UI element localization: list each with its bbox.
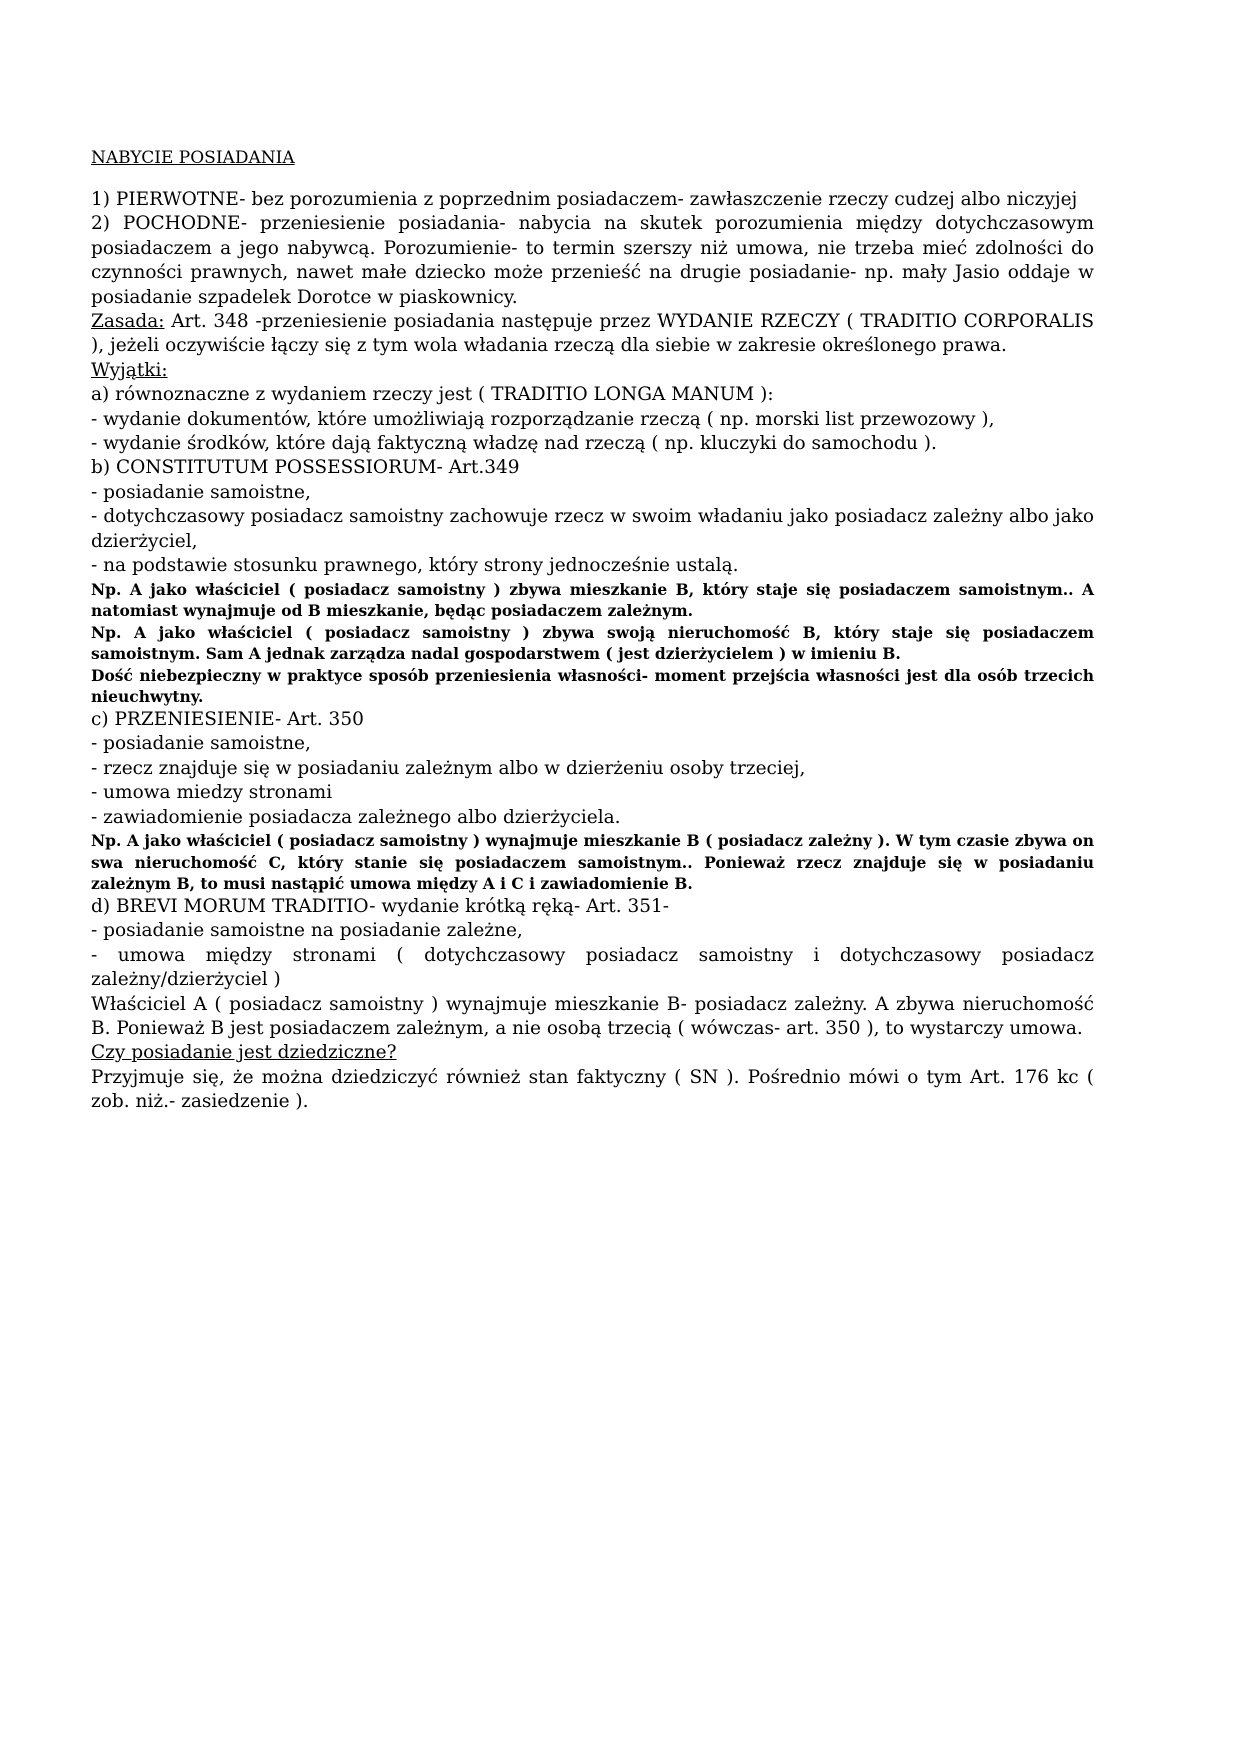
example-b-1: Np. A jako właściciel ( posiadacz samoistny ) zbywa mieszkanie B, który staje się posiadaczem samoistnym.. A natomiast wynajmuje od B mieszkanie, będąc posiadaczem zależnym.: [91, 579, 1094, 621]
dziedziczne-heading: Czy posiadanie jest dziedziczne?: [91, 1042, 397, 1064]
item-a: a) równoznaczne z wydaniem rzeczy jest ( TRADITIO LONGA MANUM ):: [91, 384, 774, 406]
document-page: [91, 146, 1094, 1115]
item-c-bullet-3: - umowa miedzy stronami: [91, 782, 333, 804]
item-d-bullet-1: - posiadanie samoistne na posiadanie zależne,: [91, 920, 523, 942]
item-b-bullet-3: - na podstawie stosunku prawnego, który strony jednocześnie ustalą.: [91, 555, 739, 577]
paragraph-zasada: [91, 310, 1094, 359]
item-c-bullet-1: - posiadanie samoistne,: [91, 733, 311, 755]
item-d-bullet-2: - umowa między stronami ( dotychczasowy posiadacz samoistny i dotychczasowy posiadacz zależny/dzierżyciel ): [91, 944, 1094, 991]
item-b: b) CONSTITUTUM POSSESSIORUM- Art.349: [91, 457, 520, 479]
wyjatki-heading: Wyjątki:: [91, 359, 168, 381]
paragraph-pierwotne: 1) PIERWOTNE- bez porozumienia z poprzednim posiadaczem- zawłaszczenie rzeczy cudzej albo niczyjej: [91, 189, 1078, 210]
zasada-text: Art. 348 -przeniesienie posiadania następuje przez WYDANIE RZECZY ( TRADITIO CORPORALIS ), jeżeli oczywiście łączy się z tym wola władania rzeczą dla siebie w zakresie określonego prawa.: [91, 311, 1094, 357]
example-b-2: Np. A jako właściciel ( posiadacz samoistny ) zbywa swoją nieruchomość B, który staje się posiadaczem samoistnym. Sam A jednak zarządza nadal gospodarstwem ( jest dzierżycielem ) w imieniu B.: [91, 622, 1094, 664]
item-c-bullet-4: - zawiadomienie posiadacza zależnego albo dzierżyciela.: [91, 806, 621, 828]
example-c: Np. A jako właściciel ( posiadacz samoistny ) wynajmuje mieszkanie B ( posiadacz zależny ). W tym czasie zbywa on swa nieruchomość C, który stanie się posiadaczem samoistnym.. Ponieważ rzecz znajduje się w posiadaniu zależnym B, to musi nastąpić umowa między A i C i zawiadomienie B.: [91, 831, 1094, 894]
dziedziczne-text: Przyjmuje się, że można dziedziczyć również stan faktyczny ( SN ). Pośrednio mówi o tym Art. 176 kc ( zob. niż.- zasiedzenie ).: [91, 1066, 1094, 1113]
item-b-bullet-1: - posiadanie samoistne,: [91, 481, 311, 503]
zasada-label: Zasada:: [91, 311, 165, 333]
item-c-bullet-2: - rzecz znajduje się w posiadaniu zależnym albo w dzierżeniu osoby trzeciej,: [91, 757, 806, 779]
item-d: d) BREVI MORUM TRADITIO- wydanie krótką ręką- Art. 351-: [91, 895, 670, 917]
item-c: c) PRZENIESIENIE- Art. 350: [91, 709, 364, 731]
note-b: Dość niebezpieczny w praktyce sposób przeniesienia własności- moment przejścia własności jest dla osób trzecich nieuchwytny.: [91, 665, 1094, 707]
example-d: Właściciel A ( posiadacz samoistny ) wynajmuje mieszkanie B- posiadacz zależny. A zbywa nieruchomość B. Ponieważ B jest posiadaczem zależnym, a nie osobą trzecią ( wówczas- art. 350 ), to wystarczy umowa.: [91, 993, 1094, 1039]
item-b-bullet-2: - dotychczasowy posiadacz samoistny zachowuje rzecz w swoim władaniu jako posiadacz zależny albo jako dzierżyciel,: [91, 506, 1094, 552]
document-title: NABYCIE POSIADANIA: [91, 148, 295, 168]
paragraph-pochodne: 2) POCHODNE- przeniesienie posiadania- nabycia na skutek porozumienia między dotychczasowym posiadaczem a jego nabywcą. Porozumienie- to termin szerszy niż umowa, nie trzeba mieć zdolności do czynności prawnych, nawet małe dziecko może przenieść na drugie posiadanie- np. mały Jasio oddaje w posiadanie szpadelek Dorotce w piaskownicy.: [91, 213, 1094, 308]
item-a-bullet-2: - wydanie środków, które dają faktyczną władzę nad rzeczą ( np. kluczyki do samochodu ).: [91, 433, 937, 455]
item-a-bullet-1: - wydanie dokumentów, które umożliwiają rozporządzanie rzeczą ( np. morski list przewozowy ),: [91, 408, 995, 430]
